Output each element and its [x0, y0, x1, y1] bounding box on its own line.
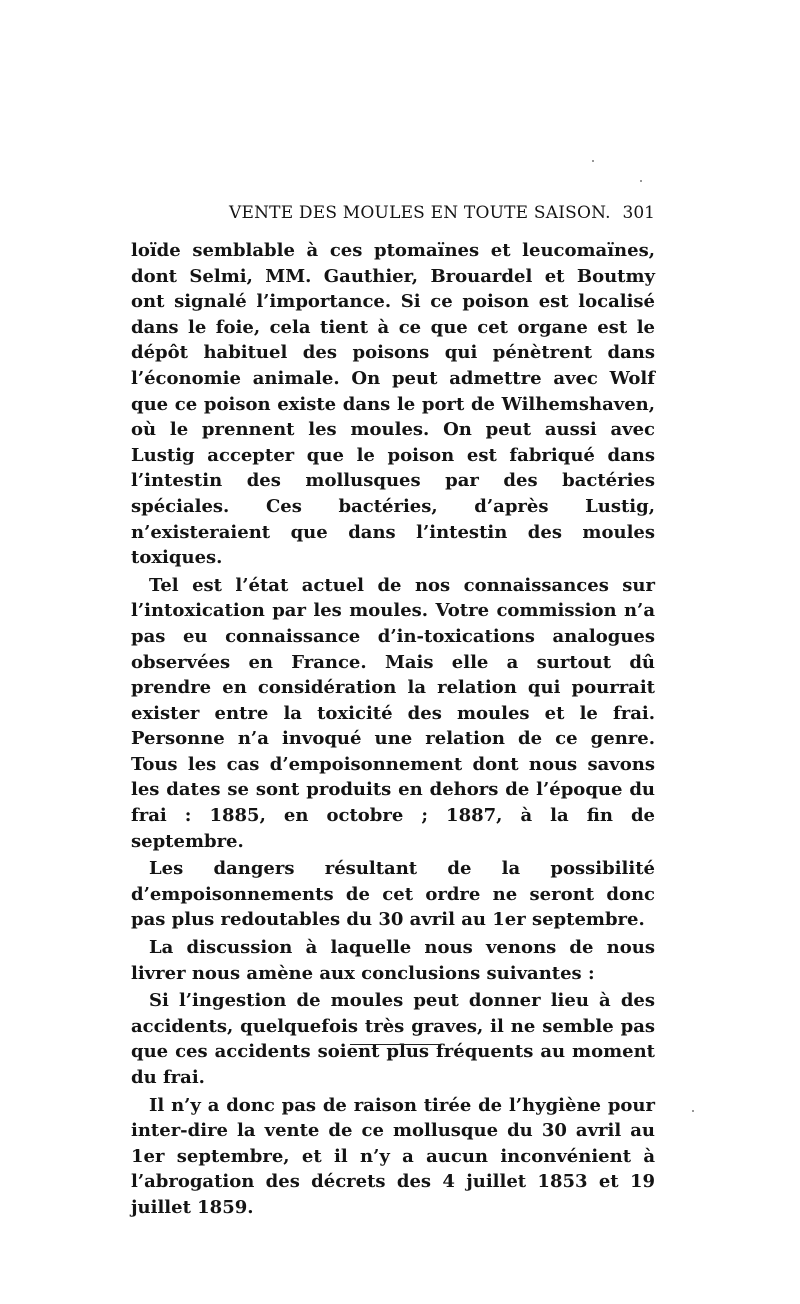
- paper-speck: [640, 180, 642, 182]
- paragraph-6: Il n’y a donc pas de raison tirée de l’hygiène pour inter-dire la vente de ce mollusque du 30 avril au 1er septembre, et il n’y a aucun inconvénient à l’abrogation des décrets des 4 juillet 1853 et 19 juillet 1859.: [131, 1094, 655, 1218]
- page-header: [131, 203, 655, 229]
- paragraph-1: loïde semblable à ces ptomaïnes et leucomaïnes, dont Selmi, MM. Gauthier, Brouardel et Boutmy ont signalé l’importance. Si ce poison est localisé dans le foie, cela tient à ce que cet organe est le dépôt habituel des poisons qui pénètrent dans l’économie animale. On peut admettre avec Wolf que ce poison existe dans le port de Wilhemshaven, où le prennent les moules. On peut aussi avec Lustig accepter que le poison est fabriqué dans l’intestin des mollusques par des bactéries spéciales. Ces bactéries, d’après Lustig, n’existeraient que dans l’intestin des moules toxiques.: [131, 240, 655, 569]
- paragraph-3: Les dangers résultant de la possibilité d’empoisonnements de cet ordre ne seront donc pas plus redoutables du 30 avril au 1er septembre.: [131, 858, 655, 931]
- closing-rule: [350, 1044, 440, 1045]
- paragraph-2: Tel est l’état actuel de nos connaissances sur l’intoxication par les moules. Votre commission n’a pas eu connaissance d’in-toxications analogues observées en France. Mais elle a surtout dû prendre en considération la relation qui pourrait exister entre la toxicité des moules et le frai. Personne n’a invoqué une relation de ce genre. Tous les cas d’empoisonnement dont nous savons les dates se sont produits en dehors de l’époque du frai : 1885, en octobre ; 1887, à la fin de septembre.: [131, 574, 655, 852]
- paper-speck: [592, 160, 594, 162]
- paragraph-5: Si l’ingestion de moules peut donner lieu à des accidents, quelquefois très graves, il ne semble pas que ces accidents soient plus fréquents au moment du frai.: [131, 990, 655, 1088]
- page-number: 301: [622, 203, 655, 223]
- paper-speck: [692, 1110, 694, 1112]
- body-text: [131, 238, 655, 1221]
- running-title: VENTE DES MOULES EN TOUTE SAISON.: [229, 203, 611, 223]
- paragraph-4: La discussion à laquelle nous venons de nous livrer nous amène aux conclusions suivantes :: [131, 937, 655, 984]
